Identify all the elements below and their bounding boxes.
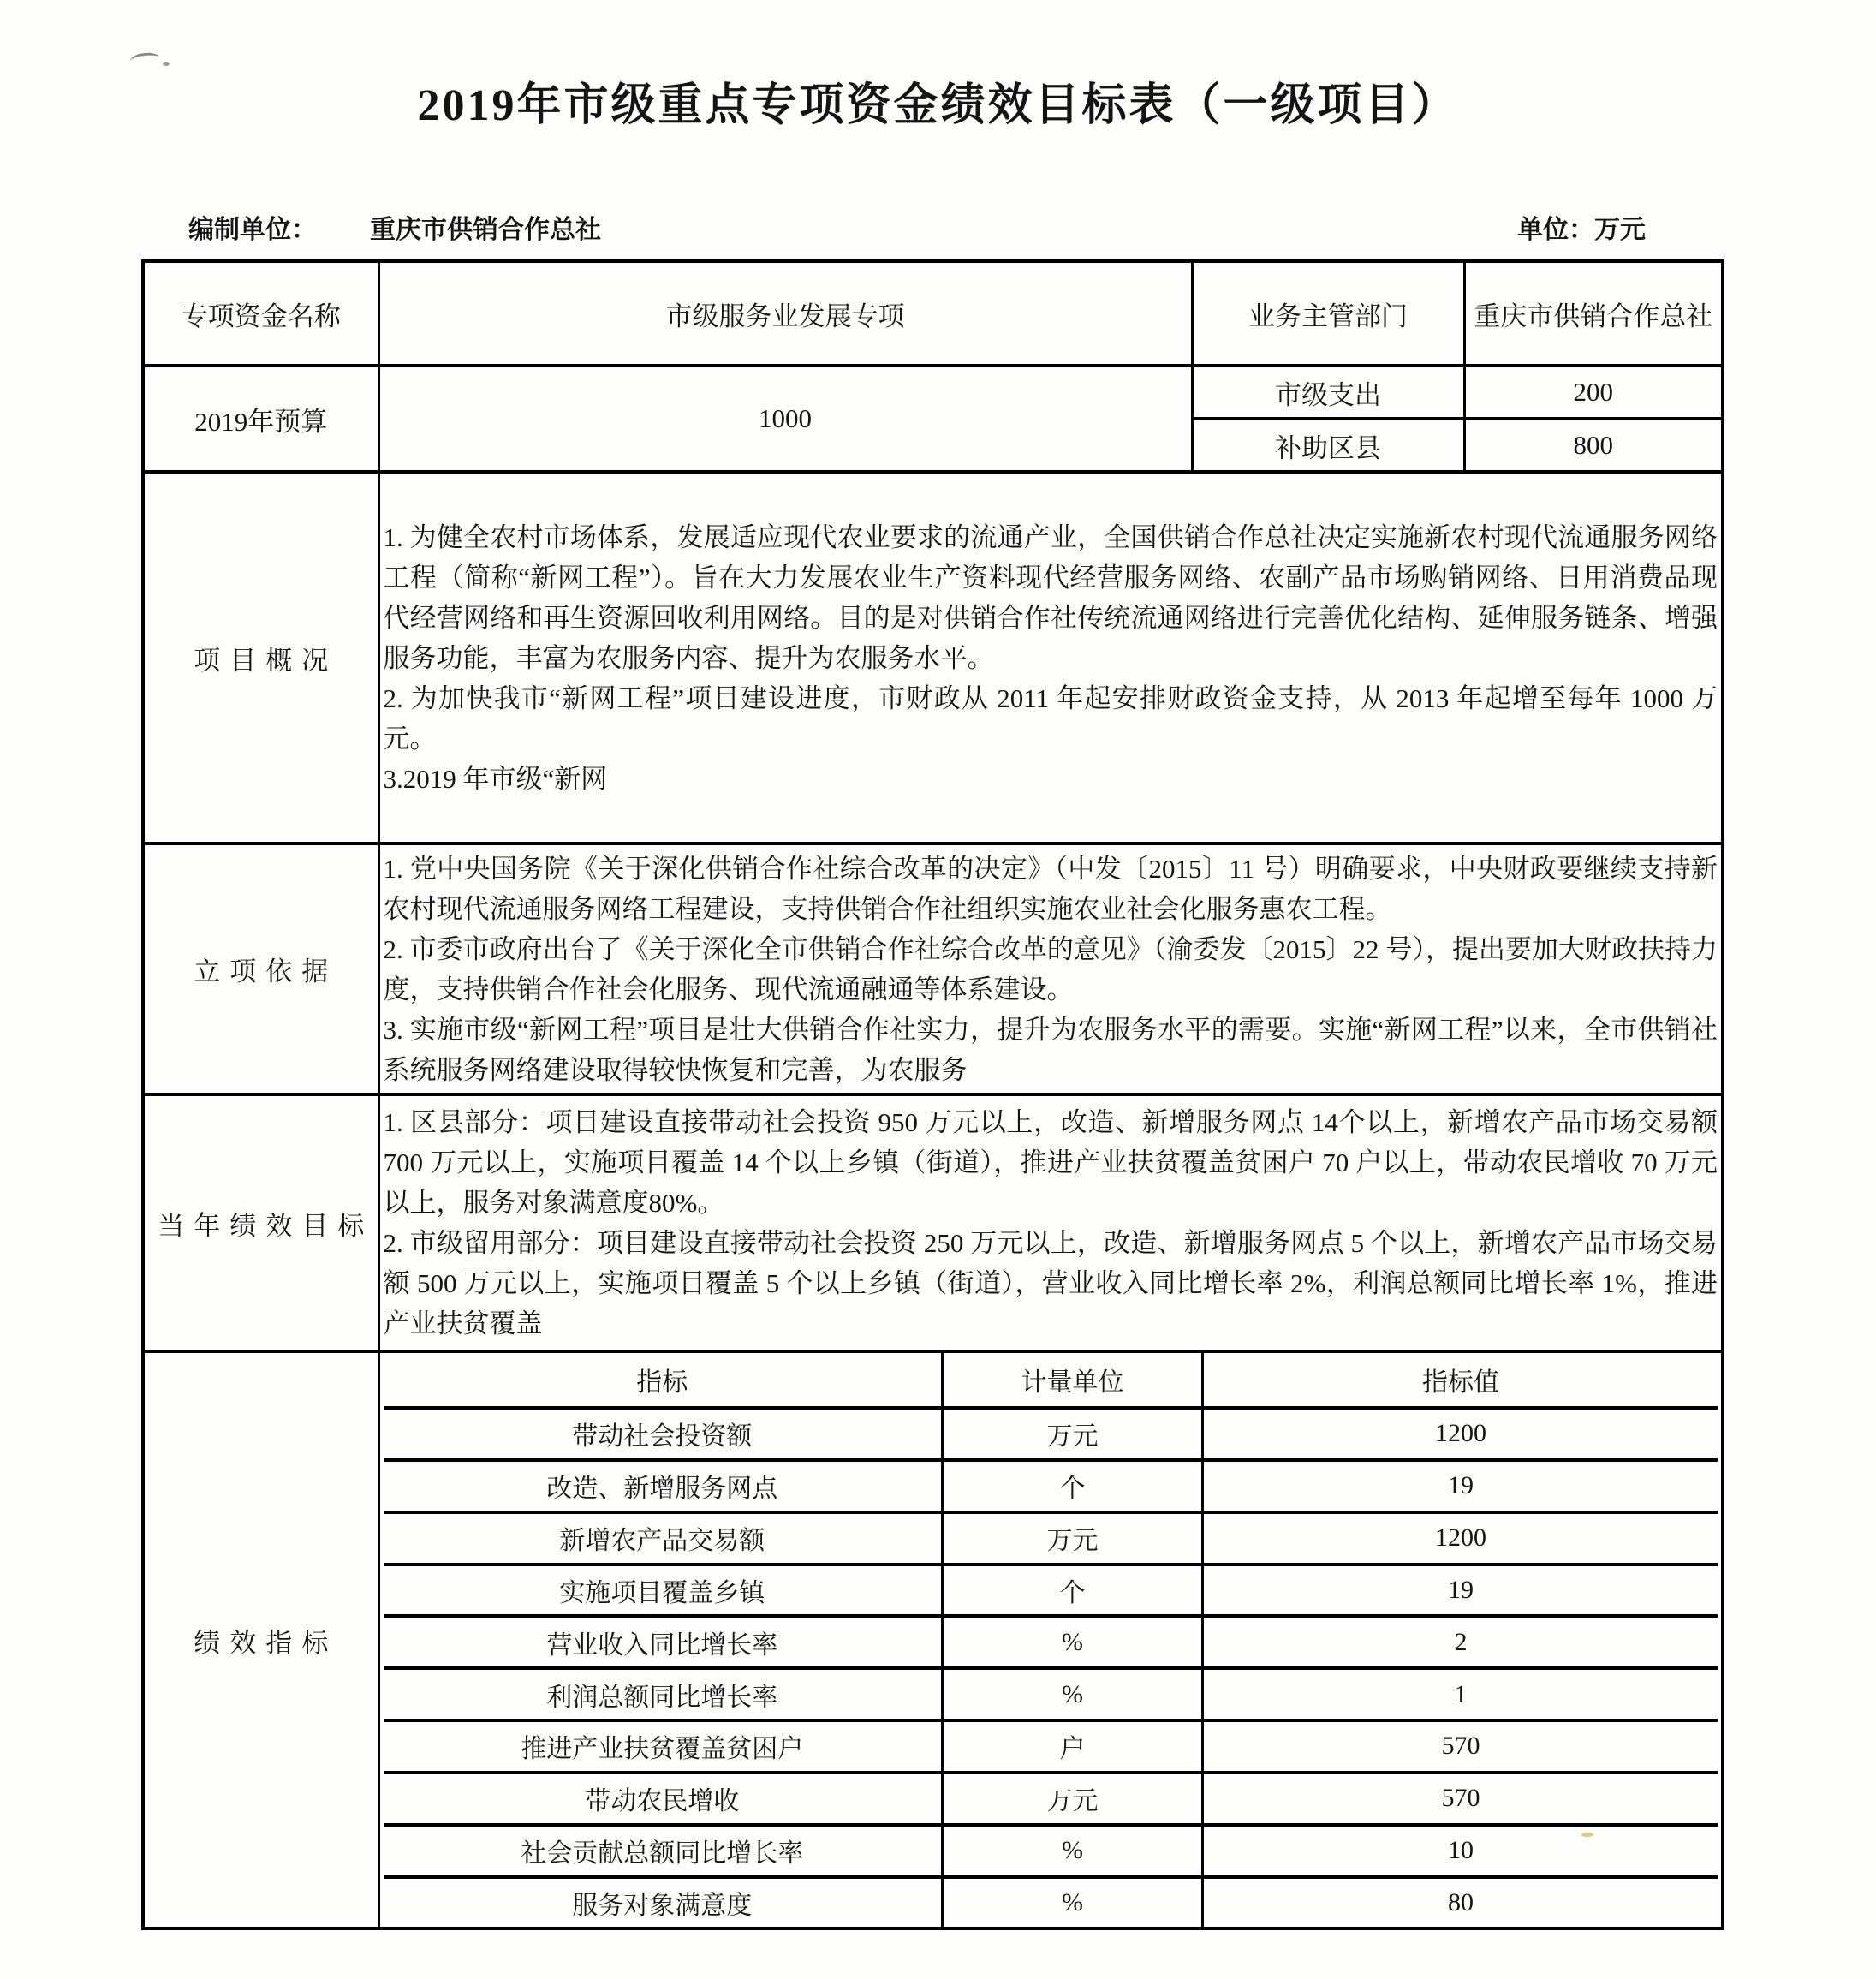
indicator-name: 新增农产品交易额 [384, 1512, 943, 1565]
indicator-value: 2 [1203, 1616, 1718, 1668]
row-basis [143, 843, 1723, 1094]
indicator-unit: % [943, 1616, 1203, 1668]
overview-item-3: 3.2019 年市级“新网 [383, 763, 608, 794]
indicator-row-6 [384, 1668, 1718, 1720]
row-budget-city [143, 366, 1723, 419]
indicator-name: 服务对象满意度 [384, 1877, 943, 1927]
row-fund-name [143, 261, 1723, 366]
targets-label: 当年绩效目标 [143, 1094, 378, 1351]
targets-text-cell [378, 1094, 1723, 1351]
county-subsidy-label: 补助区县 [1192, 419, 1464, 472]
fund-name-value: 市级服务业发展专项 [378, 261, 1192, 366]
row-targets [143, 1094, 1723, 1351]
city-expense-label: 市级支出 [1192, 366, 1464, 419]
main-table [141, 259, 1724, 1930]
indicators-table [384, 1353, 1718, 1927]
indicators-label: 绩效指标 [143, 1351, 378, 1928]
indicator-row-9 [384, 1825, 1718, 1877]
fund-name-label: 专项资金名称 [143, 261, 378, 366]
indicators-header-row [384, 1353, 1718, 1408]
county-subsidy-value: 800 [1464, 419, 1723, 472]
page-title: 2019年市级重点专项资金绩效目标表（一级项目） [417, 81, 1459, 130]
budget-value: 1000 [378, 366, 1192, 472]
indicator-unit: 万元 [943, 1408, 1203, 1460]
indicator-unit: 户 [943, 1720, 1203, 1773]
indicators-table-cell [378, 1351, 1723, 1928]
indicator-value: 19 [1203, 1460, 1718, 1512]
overview-text-cell [378, 472, 1723, 843]
indicator-unit: 万元 [943, 1773, 1203, 1825]
targets-item-1: 1. 区县部分：项目建设直接带动社会投资 950 万元以上，改造、新增服务网点 14个以上，新增农产品市场交易额 700 万元以上，实施项目覆盖 14 个以上乡镇（街道），推进产业扶贫覆盖贫困户 70 户以上，带动农民增收 70 万元以上，服务对象满意度80%。 [383, 1107, 1718, 1218]
indicator-name: 营业收入同比增长率 [384, 1616, 943, 1668]
indicator-value: 80 [1203, 1877, 1718, 1927]
indicator-row-10 [384, 1877, 1718, 1927]
basis-item-1: 1. 党中央国务院《关于深化供销合作社综合改革的决定》（中发〔2015〕11 号）明确要求，中央财政要继续支持新农村现代流通服务网络工程建设，支持供销合作社组织实施农业社会化服务惠农工程。 [383, 853, 1718, 924]
indicator-unit: 个 [943, 1460, 1203, 1512]
prepared-by [188, 208, 601, 246]
basis-item-3: 3. 实施市级“新网工程”项目是壮大供销合作社实力，提升为农服务水平的需要。实施“新网工程”以来，全市供销社系统服务网络建设取得较快恢复和完善，为农服务 [383, 1014, 1718, 1085]
targets-item-2: 2. 市级留用部分：项目建设直接带动社会投资 250 万元以上，改造、新增服务网点 5 个以上，新增农产品市场交易额 500 万元以上，实施项目覆盖 5 个以上乡镇（街道），营业收入同比增长率 2%，利润总额同比增长率 1%，推进产业扶贫覆盖 [383, 1228, 1718, 1338]
indicator-name: 带动社会投资额 [384, 1408, 943, 1460]
indicator-unit: 万元 [943, 1512, 1203, 1565]
indicator-row-2 [384, 1460, 1718, 1512]
unit-label: 单位：万元 [1517, 216, 1646, 244]
row-indicators [143, 1351, 1723, 1928]
value-col-header: 指标值 [1203, 1353, 1718, 1408]
indicator-col-header: 指标 [636, 1368, 688, 1397]
indicator-value: 570 [1203, 1720, 1718, 1773]
indicator-name: 带动农民增收 [384, 1773, 943, 1825]
indicator-row-4 [384, 1565, 1718, 1617]
budget-label: 2019年预算 [143, 366, 378, 472]
overview-item-1: 1. 为健全农村市场体系，发展适应现代农业要求的流通产业，全国供销合作总社决定实施新农村现代流通服务网络工程（简称“新网工程”）。旨在大力发展农业生产资料现代经营服务网络、农副产品市场购销网络、日用消费品现代经营网络和再生资源回收利用网络。目的是对供销合作社传统流通网络进行完善优化结构、延伸服务链条、增强服务功能，丰富为农服务内容、提升为农服务水平。 [383, 522, 1718, 673]
indicator-name: 实施项目覆盖乡镇 [384, 1565, 943, 1617]
indicator-row-1 [384, 1408, 1718, 1460]
indicator-value: 1200 [1203, 1408, 1718, 1460]
indicator-row-3 [384, 1512, 1718, 1565]
indicator-unit: 个 [943, 1565, 1203, 1617]
prepared-by-label: 编制单位： [188, 216, 317, 244]
row-overview [143, 472, 1723, 843]
dept-label: 业务主管部门 [1192, 261, 1464, 366]
indicator-row-8 [384, 1773, 1718, 1825]
indicator-value: 570 [1203, 1773, 1718, 1825]
indicator-name: 社会贡献总额同比增长率 [384, 1825, 943, 1877]
prepared-by-value: 重庆市供销合作总社 [370, 216, 601, 244]
basis-item-2: 2. 市委市政府出台了《关于深化全市供销合作社综合改革的意见》（渝委发〔2015〕22 号），提出要加大财政扶持力度，支持供销合作社会化服务、现代流通融通等体系建设。 [383, 933, 1718, 1004]
basis-label: 立项依据 [143, 843, 378, 1094]
basis-text-cell [378, 843, 1723, 1094]
indicator-row-7 [384, 1720, 1718, 1773]
indicator-unit: % [943, 1668, 1203, 1720]
overview-item-2: 2. 为加快我市“新网工程”项目建设进度，市财政从 2011 年起安排财政资金支持，从 2013 年起增至每年 1000 万元。 [383, 683, 1718, 754]
indicator-name: 利润总额同比增长率 [384, 1668, 943, 1720]
indicator-unit: % [943, 1877, 1203, 1927]
indicator-value: 1200 [1203, 1512, 1718, 1565]
indicator-name: 推进产业扶贫覆盖贫困户 [384, 1720, 943, 1773]
indicator-name: 改造、新增服务网点 [384, 1460, 943, 1512]
scan-artifact [163, 62, 170, 66]
indicator-row-5 [384, 1616, 1718, 1668]
unit-col-header: 计量单位 [943, 1353, 1203, 1408]
city-expense-value: 200 [1464, 366, 1723, 419]
scan-artifact [1581, 1833, 1593, 1837]
dept-value: 重庆市供销合作总社 [1464, 261, 1723, 366]
indicator-value: 19 [1203, 1565, 1718, 1617]
overview-label: 项目概况 [143, 472, 378, 843]
indicator-value: 10 [1203, 1825, 1718, 1877]
indicator-unit: % [943, 1825, 1203, 1877]
meta-row [141, 208, 1721, 246]
indicator-value: 1 [1203, 1668, 1718, 1720]
